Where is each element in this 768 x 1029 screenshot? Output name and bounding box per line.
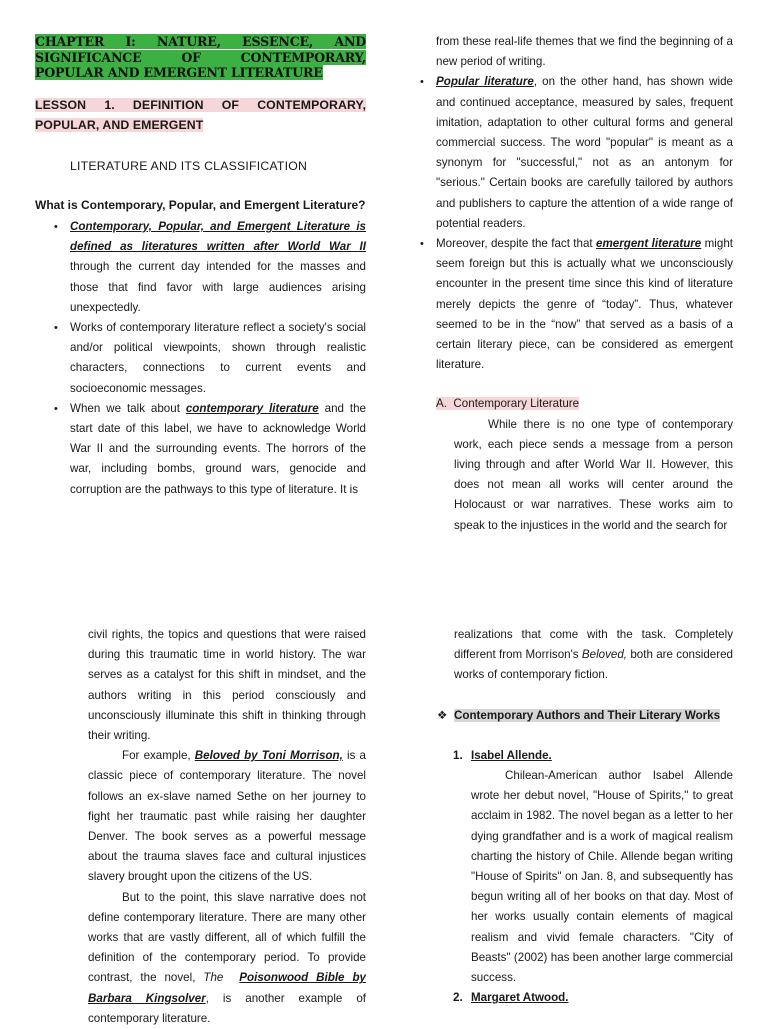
section-subheading: LITERATURE AND ITS CLASSIFICATION [70, 158, 308, 173]
column-bottom-left [88, 625, 366, 1029]
chapter-title: CHAPTER I: NATURE, ESSENCE, AND SIGNIFICANCE OF CONTEMPORARY, POPULAR AND EMERGENT LITERATURE [35, 34, 366, 80]
section-a-heading: A. Contemporary Literature [436, 397, 580, 411]
paragraph: realizations that come with the task. Completely different from Morrison's Beloved, both are considered works of contemporary fiction. [454, 628, 733, 682]
author-item: 1. Isabel Allende. [453, 748, 552, 762]
paragraph: civil rights, the topics and questions that were raised during this traumatic time in world history. The war serves as a catalyst for this shift in mindset, and the authors writing in this period consciously and unconsciously illuminate this shift in thinking through their writing. [88, 628, 366, 743]
paragraph: For example, Beloved by Toni Morrison, is a classic piece of contemporary literature. The novel follows an ex-slave named Sethe on her journey to fight her traumatic past while raising her daughter Denver. The book serves as a powerful message about the trauma slaves face and cultural injustices slavery brought upon the citizens of the US. [88, 749, 366, 884]
defined-term: emergent literature [596, 237, 702, 251]
author-item: 2. Margaret Atwood. [453, 991, 569, 1005]
list-item: • Popular literature, on the other hand, has shown wide and continued acceptance, measured by sales, frequent imitation, adaptation to other cultural forms and general commercial success. The word "popular" is meant as a synonym for "successful," not as an antonym for "serious." Certain books are carefully tailored by authors and publishers to capture the attention of a wide range of potential readers. [436, 72, 733, 234]
list-item: • When we talk about contemporary literature and the start date of this label, we have to acknowledge World War II and the surrounding events. The horrors of the war, including bombs, ground wars, genocide and corruption are the pathways to this type of literature. It is [70, 399, 366, 500]
defined-term: Contemporary, Popular, and Emergent Literature is defined as literatures written after World War II [70, 219, 366, 254]
definition-list [436, 72, 733, 375]
paragraph: But to the point, this slave narrative does not define contemporary literature. There are many other works that are vastly different, all of which fulfill the definition of the contemporary period. To provide contrast, the novel, The Poisonwood Bible by Barbara Kingsolver, is another example of contemporary literature. [88, 890, 366, 1025]
column-top-left [35, 34, 366, 500]
list-item: • Works of contemporary literature reflect a society's social and/or political viewpoints, shown through realistic characters, connections to current events and socioeconomic messages. [70, 318, 366, 399]
list-item: • Contemporary, Popular, and Emergent Literature is defined as literatures written after World War II through the current day intended for the masses and those that find favor with large audiences arising unexpectedly. [70, 217, 366, 318]
defined-term: contemporary literature [185, 401, 319, 415]
column-top-right [436, 32, 733, 536]
book-title: Poisonwood Bible by Barbara Kingsolver [88, 971, 366, 1005]
author-name: Margaret Atwood. [471, 991, 569, 1005]
definition-list [70, 217, 366, 500]
lesson-heading: LESSON 1. DEFINITION OF CONTEMPORARY, POPULAR, AND EMERGENT [35, 97, 366, 132]
question-heading: What is Contemporary, Popular, and Emergent Literature? [35, 197, 366, 212]
author-description: Chilean-American author Isabel Allende wrote her debut novel, "House of Spirits," to great acclaim in 1982. The novel began as a letter to her dying grandfather and is a work of magical realism charting the history of Chile. Allende began writing "House of Spirits" on Jan. 8, and subsequently has begun writing all of her books on that day. Most of her works usually contain elements of magical realism and vivid female characters. "City of Beasts" (2002) has been another large commercial success. [471, 769, 733, 985]
list-item: • Moreover, despite the fact that emergent literature might seem foreign but this is actually what we unconsciously encounter in the present time since this kind of literature merely depicts the genre of “today”. Thus, whatever seemed to be in the “now” that served as a basis of a certain literary piece, can be considered as emergent literature. [436, 234, 733, 375]
diamond-bullet-icon: ❖ [437, 708, 448, 722]
authors-heading: ❖ Contemporary Authors and Their Literary Works [436, 706, 733, 726]
column-bottom-right [436, 625, 733, 1008]
author-name: Isabel Allende. [471, 748, 552, 762]
section-a-body: While there is no one type of contemporary work, each piece sends a message from a person living through and after World War II. However, this does not mean all works will center around the Holocaust or war narratives. These works aim to speak to the injustices in the world and the search for [454, 417, 733, 532]
continued-text: from these real-life themes that we find the beginning of a new period of writing. [436, 35, 733, 69]
book-title: Beloved by Toni Morrison, [194, 749, 343, 763]
defined-term: Popular literature [436, 75, 534, 89]
